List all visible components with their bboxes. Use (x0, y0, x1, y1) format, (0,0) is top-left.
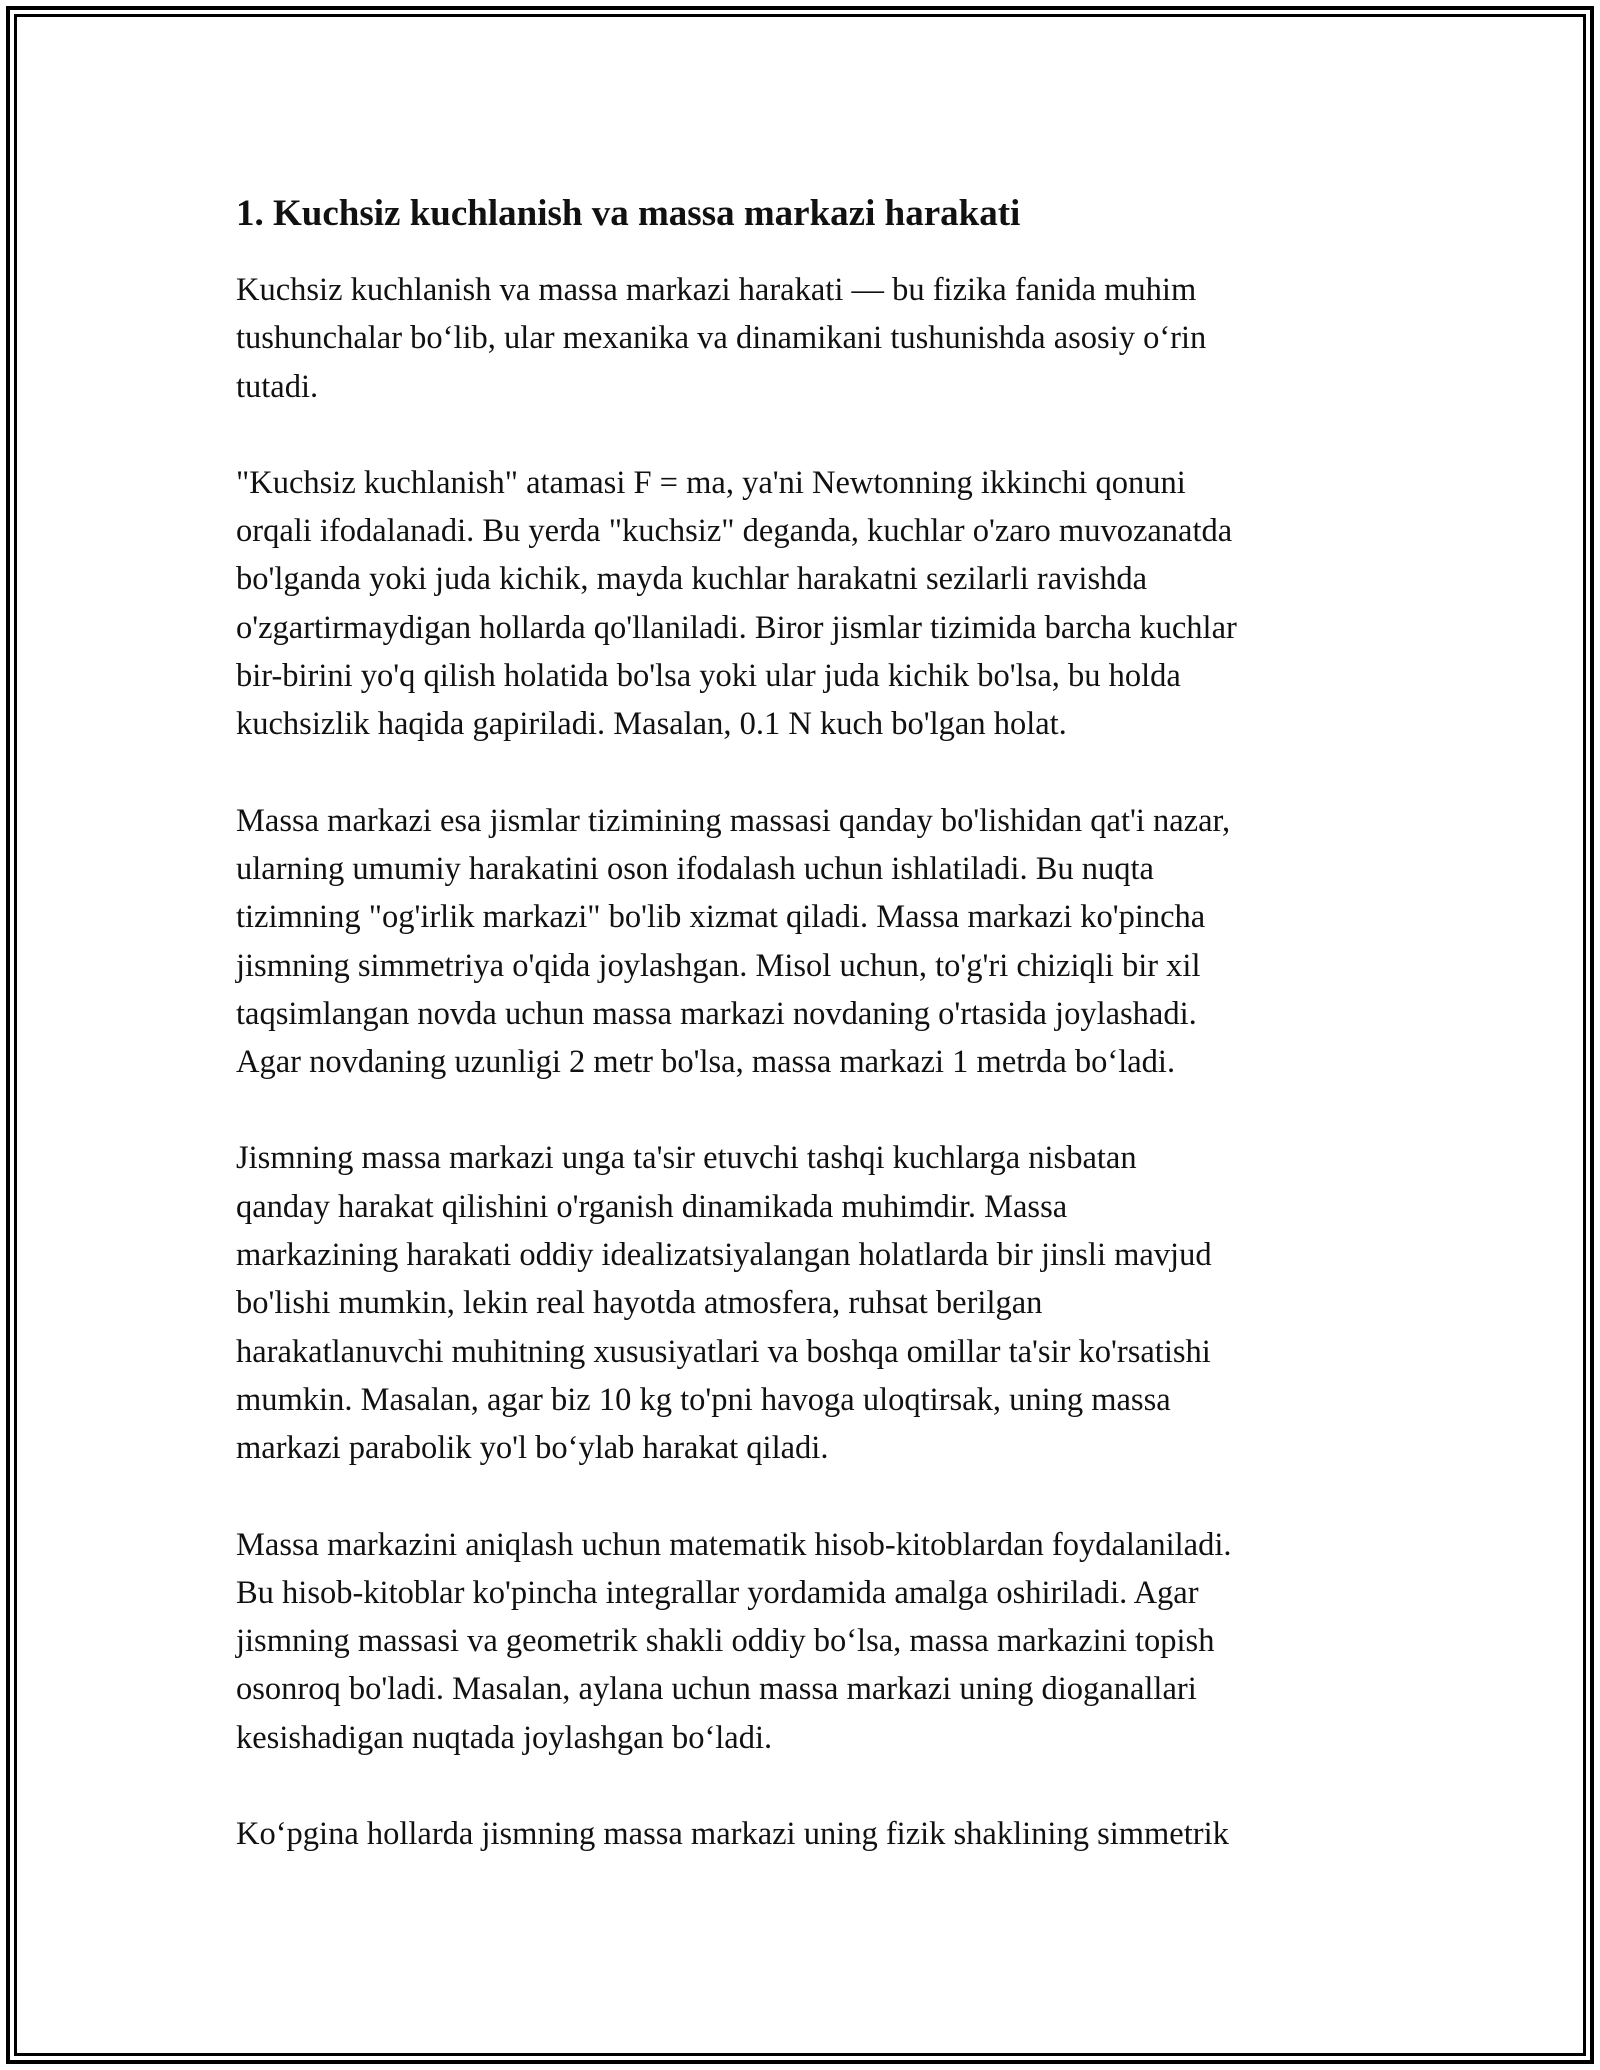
paragraph-line: bo'lishi mumkin, lekin real hayotda atmosfera, ruhsat berilgan (236, 1285, 1043, 1322)
paragraph-line: mumkin. Masalan, agar biz 10 kg to'pni havoga uloqtirsak, uning massa (236, 1381, 1171, 1418)
paragraph-line: markazi parabolik yo'l bo‘ylab harakat qiladi. (236, 1430, 829, 1467)
paragraph (236, 797, 1376, 1087)
paragraph (236, 1810, 1376, 1858)
paragraph-line: jismning simmetriya o'qida joylashgan. Misol uchun, to'g'ri chiziqli bir xil (236, 947, 1201, 984)
paragraph-line: bo'lganda yoki juda kichik, mayda kuchlar harakatni sezilarli ravishda (236, 561, 1148, 598)
paragraph-list (236, 266, 1376, 1858)
paragraph-line: Massa markazini aniqlash uchun matematik hisob-kitoblardan foydalaniladi. (236, 1526, 1232, 1563)
paragraph-line: tushunchalar bo‘lib, ular mexanika va dinamikani tushunishda asosiy o‘rin (236, 320, 1207, 357)
paragraph-line: bir-birini yo'q qilish holatida bo'lsa yoki ular juda kichik bo'lsa, bu holda (236, 658, 1181, 695)
paragraph (236, 1134, 1376, 1472)
paragraph (236, 459, 1376, 749)
document-title: 1. Kuchsiz kuchlanish va massa markazi harakati (236, 193, 1021, 234)
paragraph (236, 1521, 1376, 1762)
paragraph-line: harakatlanuvchi muhitning xususiyatlari va boshqa omillar ta'sir ko'rsatishi (236, 1333, 1211, 1370)
paragraph-line: jismning massasi va geometrik shakli oddiy bo‘lsa, massa markazini topish (236, 1623, 1215, 1660)
paragraph-line: kuchsizlik haqida gapiriladi. Masalan, 0.1 N kuch bo'lgan holat. (236, 706, 1067, 743)
paragraph-line: Agar novdaning uzunligi 2 metr bo'lsa, massa markazi 1 metrda bo‘ladi. (236, 1044, 1176, 1081)
paragraph-line: Bu hisob-kitoblar ko'pincha integrallar yordamida amalga oshiriladi. Agar (236, 1574, 1199, 1611)
paragraph-line: orqali ifodalanadi. Bu yerda "kuchsiz" deganda, kuchlar o'zaro muvozanatda (236, 513, 1233, 550)
paragraph-line: Jismning massa markazi unga ta'sir etuvchi tashqi kuchlarga nisbatan (236, 1140, 1137, 1177)
paragraph-line: "Kuchsiz kuchlanish" atamasi F = ma, ya'ni Newtonning ikkinchi qonuni (236, 464, 1186, 501)
paragraph-line: taqsimlangan novda uchun massa markazi novdaning o'rtasida joylashadi. (236, 995, 1197, 1032)
paragraph (236, 266, 1376, 411)
paragraph-line: o'zgartirmaydigan hollarda qo'llaniladi. Biror jismlar tizimida barcha kuchlar (236, 609, 1237, 646)
paragraph-line: Ko‘pgina hollarda jismning massa markazi uning fizik shaklining simmetrik (236, 1816, 1229, 1853)
paragraph-line: Kuchsiz kuchlanish va massa markazi harakati — bu fizika fanida muhim (236, 272, 1197, 308)
document-body (236, 188, 1376, 1906)
paragraph-line: tizimning "og'irlik markazi" bo'lib xizmat qiladi. Massa markazi ko'pincha (236, 899, 1206, 936)
paragraph-line: Massa markazi esa jismlar tizimining massasi qanday bo'lishidan qat'i nazar, (236, 802, 1231, 839)
paragraph-line: markazining harakati oddiy idealizatsiyalangan holatlarda bir jinsli mavjud (236, 1237, 1212, 1274)
paragraph-line: qanday harakat qilishini o'rganish dinamikada muhimdir. Massa (236, 1188, 1068, 1225)
paragraph-line: tutadi. (236, 368, 319, 405)
paragraph-line: kesishadigan nuqtada joylashgan bo‘ladi. (236, 1719, 773, 1756)
paragraph-line: osonroq bo'ladi. Masalan, aylana uchun massa markazi uning dioganallari (236, 1671, 1197, 1708)
paragraph-line: ularning umumiy harakatini oson ifodalash uchun ishlatiladi. Bu nuqta (236, 850, 1154, 887)
